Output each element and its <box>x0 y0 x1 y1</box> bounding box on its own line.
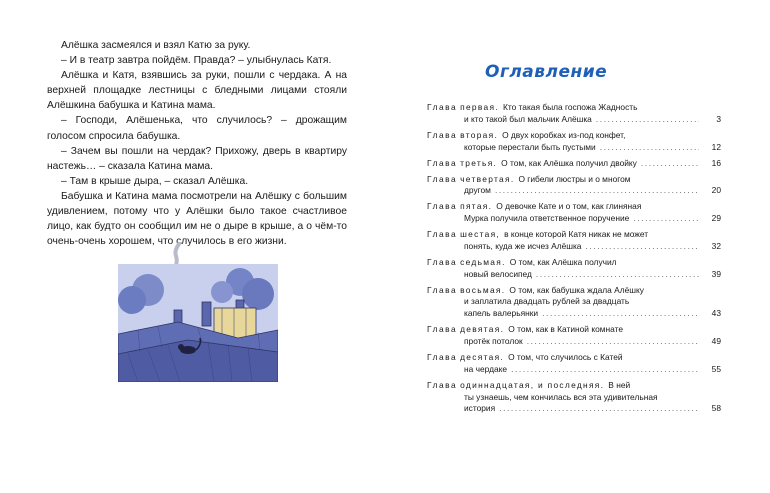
chapter-title: на чердаке <box>464 363 508 374</box>
page-number: 43 <box>711 308 721 319</box>
toc-entry <box>427 102 721 126</box>
toc-entry <box>427 324 721 348</box>
chapter-number: пятая. <box>460 201 493 212</box>
toc-entry-line <box>427 296 721 308</box>
chapter-title: О том, как Алёшка получил двойку <box>501 157 637 168</box>
page-number: 16 <box>711 157 721 168</box>
chapter-number: шестая, <box>460 229 501 240</box>
rooftops-illustration <box>118 242 278 382</box>
chapter-number: восьмая. <box>460 284 506 295</box>
leader-dots <box>596 114 699 126</box>
toc-entry-line <box>427 352 721 364</box>
toc-entry-line <box>427 102 721 114</box>
toc-entry <box>427 352 721 376</box>
page-number: 3 <box>716 113 721 124</box>
toc-entry-line <box>427 403 721 415</box>
toc-entry-line <box>427 380 721 392</box>
chapter-title: ты узнаешь, чем кончилась вся эта удивительная <box>464 391 658 402</box>
toc-entry-line <box>427 114 721 126</box>
leader-dots <box>600 142 699 154</box>
toc-entry <box>427 130 721 154</box>
right-page <box>385 0 770 493</box>
chapter-word: Глава <box>427 129 458 140</box>
leader-dots <box>511 364 699 376</box>
leader-dots <box>536 269 699 281</box>
chapter-title: О том, как бабушка ждала Алёшку <box>509 284 644 295</box>
toc-entry-line <box>427 158 721 170</box>
chapter-word: Глава <box>427 284 458 295</box>
toc-entry-line <box>427 229 721 241</box>
chapter-word: Глава <box>427 324 458 335</box>
page-number: 58 <box>711 403 721 414</box>
chapter-number: вторая. <box>460 129 499 140</box>
chapter-word: Глава <box>427 173 458 184</box>
leader-dots <box>633 213 699 225</box>
toc-entry-line <box>427 336 721 348</box>
page-number: 32 <box>711 240 721 251</box>
story-paragraph: – И в театр завтра пойдём. Правда? – улыбнулась Катя. <box>61 55 332 67</box>
page-number: 12 <box>711 141 721 152</box>
story-paragraph: – Там в крыше дыра, – сказал Алёшка. <box>61 175 249 187</box>
chapter-title: О том, как Алёшка получил <box>509 256 617 267</box>
chapter-number: четвертая. <box>460 173 515 184</box>
chapter-title: О том, что случилось с Катей <box>508 352 623 363</box>
leader-dots <box>499 403 699 415</box>
page-number: 29 <box>711 213 721 224</box>
toc-entry <box>427 174 721 198</box>
chapter-word: Глава <box>427 229 458 240</box>
chapter-word: Глава <box>427 379 458 390</box>
chapter-number: третья. <box>460 157 498 168</box>
table-of-contents <box>427 102 721 419</box>
chapter-title: О том, как в Катиной комнате <box>508 324 623 335</box>
chapter-title: О гибели люстры и о многом <box>518 173 631 184</box>
chapter-title: другом <box>464 185 491 196</box>
chapter-title: и заплатила двадцать рублей за двадцать <box>464 296 630 307</box>
toc-entry <box>427 285 721 320</box>
toc-entry <box>427 201 721 225</box>
chapter-number: девятая. <box>460 324 505 335</box>
toc-entry-line <box>427 392 721 404</box>
toc-entry <box>427 257 721 281</box>
story-paragraph: Алёшка и Катя, взявшись за руки, пошли с чердака. А на верхней площадке лестницы с бледными лицами стояли Алёшкина бабушка и Катина мама. <box>47 70 347 112</box>
toc-entry-line <box>427 269 721 281</box>
leader-dots <box>641 158 699 170</box>
toc-entry-line <box>427 174 721 186</box>
chapter-number: одиннадцатая, и последняя. <box>460 379 605 390</box>
toc-title: Оглавление <box>485 62 608 82</box>
page-number: 49 <box>711 336 721 347</box>
story-paragraph: Бабушка и Катина мама посмотрели на Алёшку с большим удивлением, потому что у Алёшки было такое счастливое лицо, как будто он сообщил им не о дыре в крыше, а о чём-то очень-очень хорошем, что случилось в его жизни. <box>47 190 347 248</box>
toc-entry-line <box>427 130 721 142</box>
toc-entry-line <box>427 364 721 376</box>
story-paragraph: – Господи, Алёшенька, что случилось? – дрожащим голосом спросила бабушка. <box>47 115 347 142</box>
chapter-word: Глава <box>427 352 458 363</box>
chapter-title: в конце которой Катя никак не может <box>504 229 649 240</box>
toc-entry-line <box>427 213 721 225</box>
chapter-title: которые перестали быть пустыми <box>464 141 596 152</box>
leader-dots <box>585 241 699 253</box>
chapter-title: капель валерьянки <box>464 308 539 319</box>
leader-dots <box>527 336 699 348</box>
chapter-title: Кто такая была госпожа Жадность <box>502 102 638 112</box>
story-paragraph: Алёшка засмеялся и взял Катю за руку. <box>61 40 251 51</box>
chapter-title: новый велосипед <box>464 268 532 279</box>
chapter-title: протёк потолок <box>464 336 523 347</box>
chapter-title: история <box>464 403 496 414</box>
toc-entry-line <box>427 285 721 297</box>
toc-entry-line <box>427 185 721 197</box>
chapter-number: первая. <box>460 102 499 112</box>
toc-entry-line <box>427 257 721 269</box>
toc-entry <box>427 229 721 253</box>
chapter-title: понять, куда же исчез Алёшка <box>464 240 582 251</box>
chapter-title: Мурка получила ответственное поручение <box>464 213 630 224</box>
toc-entry-line <box>427 142 721 154</box>
chapter-word: Глава <box>427 102 458 112</box>
page-number: 55 <box>711 363 721 374</box>
leader-dots <box>542 308 699 320</box>
toc-entry-line <box>427 201 721 213</box>
toc-entry <box>427 158 721 170</box>
chapter-number: седьмая. <box>460 256 506 267</box>
story-paragraph: – Зачем вы пошли на чердак? Прихожу, дверь в квартиру настежь… – сказала Катина мама. <box>47 145 347 172</box>
chapter-title: О двух коробках из-под конфет, <box>502 129 626 140</box>
chapter-word: Глава <box>427 157 458 168</box>
page-number: 39 <box>711 268 721 279</box>
chapter-word: Глава <box>427 201 458 212</box>
chapter-title: О девочке Кате и о том, как глиняная <box>496 201 642 212</box>
toc-entry <box>427 380 721 415</box>
chapter-word: Глава <box>427 256 458 267</box>
story-text <box>47 38 347 249</box>
leader-dots <box>495 185 699 197</box>
page-number: 20 <box>711 185 721 196</box>
toc-entry-line <box>427 324 721 336</box>
chapter-title: В ней <box>608 379 631 390</box>
chapter-number: десятая. <box>460 352 505 363</box>
chapter-title: и кто такой был мальчик Алёшка <box>464 113 592 124</box>
toc-entry-line <box>427 241 721 253</box>
toc-entry-line <box>427 308 721 320</box>
